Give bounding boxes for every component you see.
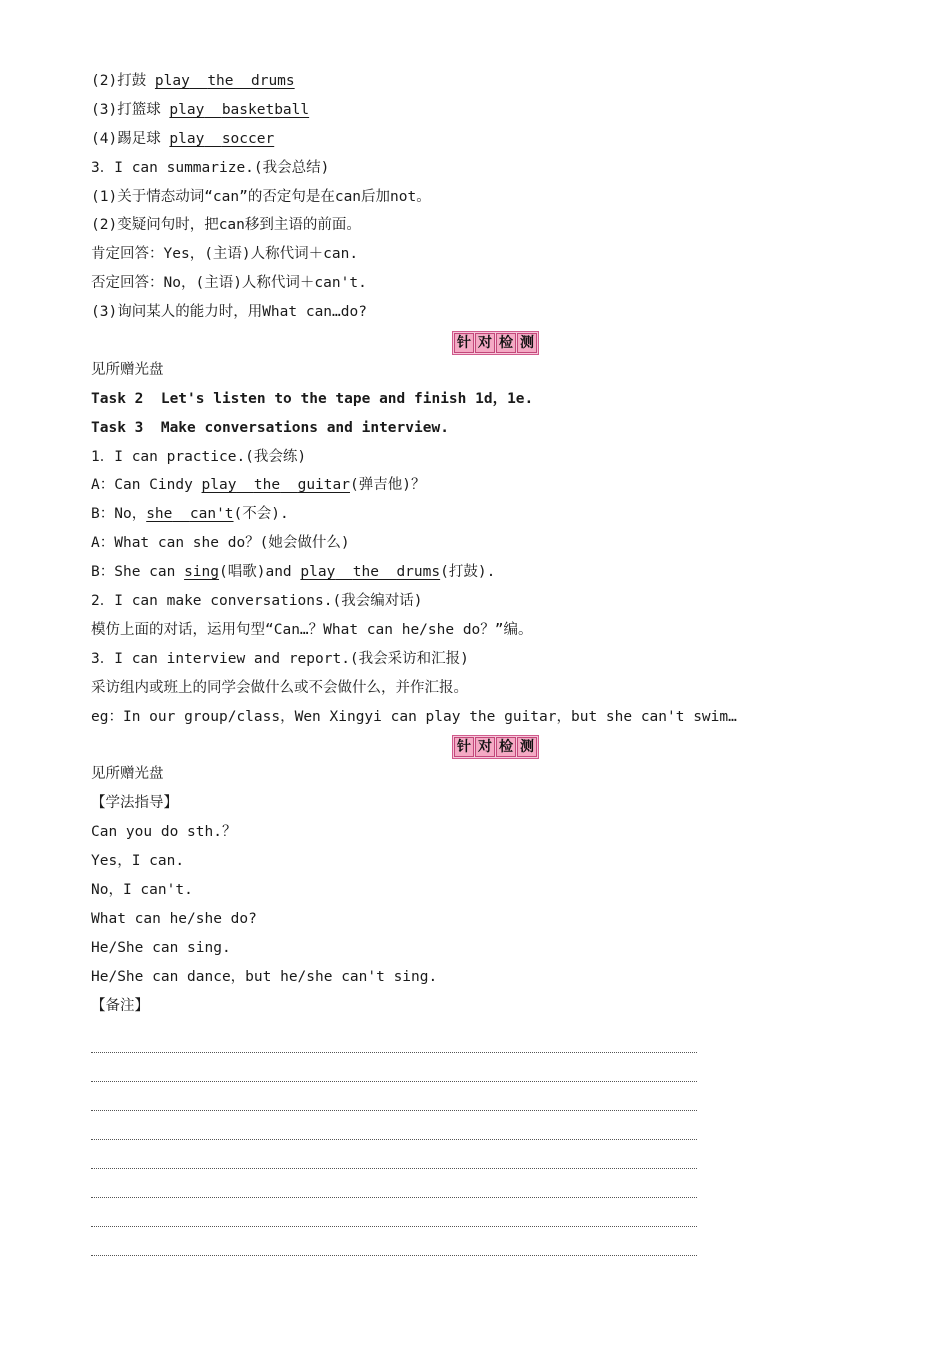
summary-line: 肯定回答：Yes，(主语)人称代词＋can.: [91, 246, 359, 263]
practice-heading: 1．I can practice.(我会练): [91, 448, 307, 465]
interview-instruction: 采访组内或班上的同学会做什么或不会做什么，并作汇报。: [91, 679, 468, 696]
answer-blank: play the drums: [300, 564, 441, 581]
method-line: Yes，I can.: [91, 853, 185, 870]
method-line: He/She can sing.: [91, 939, 231, 956]
answer-blank: play the drums: [154, 73, 295, 89]
note-line[interactable]: [91, 1111, 697, 1140]
vocab-item-soccer: [91, 125, 851, 154]
method-line: No，I can't.: [91, 881, 193, 898]
stamp-char: 检: [496, 737, 516, 757]
answer-blank: play basketball: [169, 101, 310, 118]
notes-heading: 【备注】: [91, 997, 149, 1014]
note-line[interactable]: [91, 1024, 697, 1053]
conversation-heading: 2．I can make conversations.(我会编对话): [91, 593, 423, 610]
note-line[interactable]: [91, 1140, 697, 1169]
note-line[interactable]: [91, 1198, 697, 1227]
notes-area[interactable]: [91, 1024, 851, 1255]
vocab-label: (4)踢足球: [91, 130, 170, 147]
interview-heading: 3．I can interview and report.(我会采访和汇报): [91, 650, 469, 667]
answer-blank: play soccer: [169, 130, 275, 147]
worksheet-page: [91, 67, 851, 1256]
note-line[interactable]: [91, 1169, 697, 1198]
answer-blank: she can't: [146, 506, 234, 523]
note-line[interactable]: [91, 1082, 697, 1111]
method-line: What can he/she do?: [91, 910, 257, 927]
note-line[interactable]: [91, 1227, 697, 1256]
stamp-char: 针: [454, 333, 474, 353]
stamp-char: 测: [517, 333, 537, 353]
method-line: Can you do sth.？: [91, 824, 237, 841]
vocab-label: (2)打鼓: [91, 73, 155, 89]
note-line[interactable]: [91, 1053, 697, 1082]
stamp-char: 检: [496, 333, 516, 353]
vocab-item-drums: [91, 67, 851, 96]
targeted-test-stamp: [452, 331, 539, 355]
stamp-char: 对: [475, 737, 495, 757]
stamp-char: 针: [454, 737, 474, 757]
task-3-heading: Task 3 Make conversations and interview.: [91, 419, 449, 436]
dialog-line-b1: B：No，she can't(不会).: [91, 506, 289, 523]
summary-line: (1)关于情态动词“can”的否定句是在can后加not。: [91, 188, 431, 205]
targeted-test-row: [91, 327, 851, 356]
vocab-item-basketball: [91, 96, 851, 125]
method-line: He/She can dance，but he/she can't sing.: [91, 968, 438, 985]
dialog-line-b2: B：She can sing(唱歌)and play the drums(打鼓).: [91, 564, 496, 581]
answer-blank: play the guitar: [201, 477, 350, 494]
conversation-instruction: 模仿上面的对话，运用句型“Can…？What can he/she do？”编。: [91, 621, 533, 638]
vocab-label: (3)打篮球: [91, 101, 170, 118]
answer-blank: sing: [184, 564, 219, 581]
summary-heading: 3．I can summarize.(我会总结): [91, 159, 330, 176]
task-2-heading: Task 2 Let's listen to the tape and finish 1d，1e.: [91, 390, 534, 407]
example-sentence: eg：In our group/class，Wen Xingyi can play the guitar，but she can't swim…: [91, 708, 737, 725]
disc-note: 见所赠光盘: [91, 361, 164, 378]
summary-line: (2)变疑问句时，把can移到主语的前面。: [91, 217, 361, 234]
summary-line: (3)询问某人的能力时，用What can…do?: [91, 304, 367, 321]
summary-line: 否定回答：No，(主语)人称代词＋can't.: [91, 275, 367, 292]
targeted-test-stamp: [452, 735, 539, 759]
targeted-test-row: [91, 731, 851, 760]
stamp-char: 对: [475, 333, 495, 353]
disc-note: 见所赠光盘: [91, 766, 164, 783]
dialog-line-a1: A：Can Cindy play the guitar(弹吉他)？: [91, 477, 426, 494]
method-heading: 【学法指导】: [91, 795, 178, 812]
dialog-line-a2: A：What can she do？(她会做什么): [91, 535, 350, 552]
stamp-char: 测: [517, 737, 537, 757]
